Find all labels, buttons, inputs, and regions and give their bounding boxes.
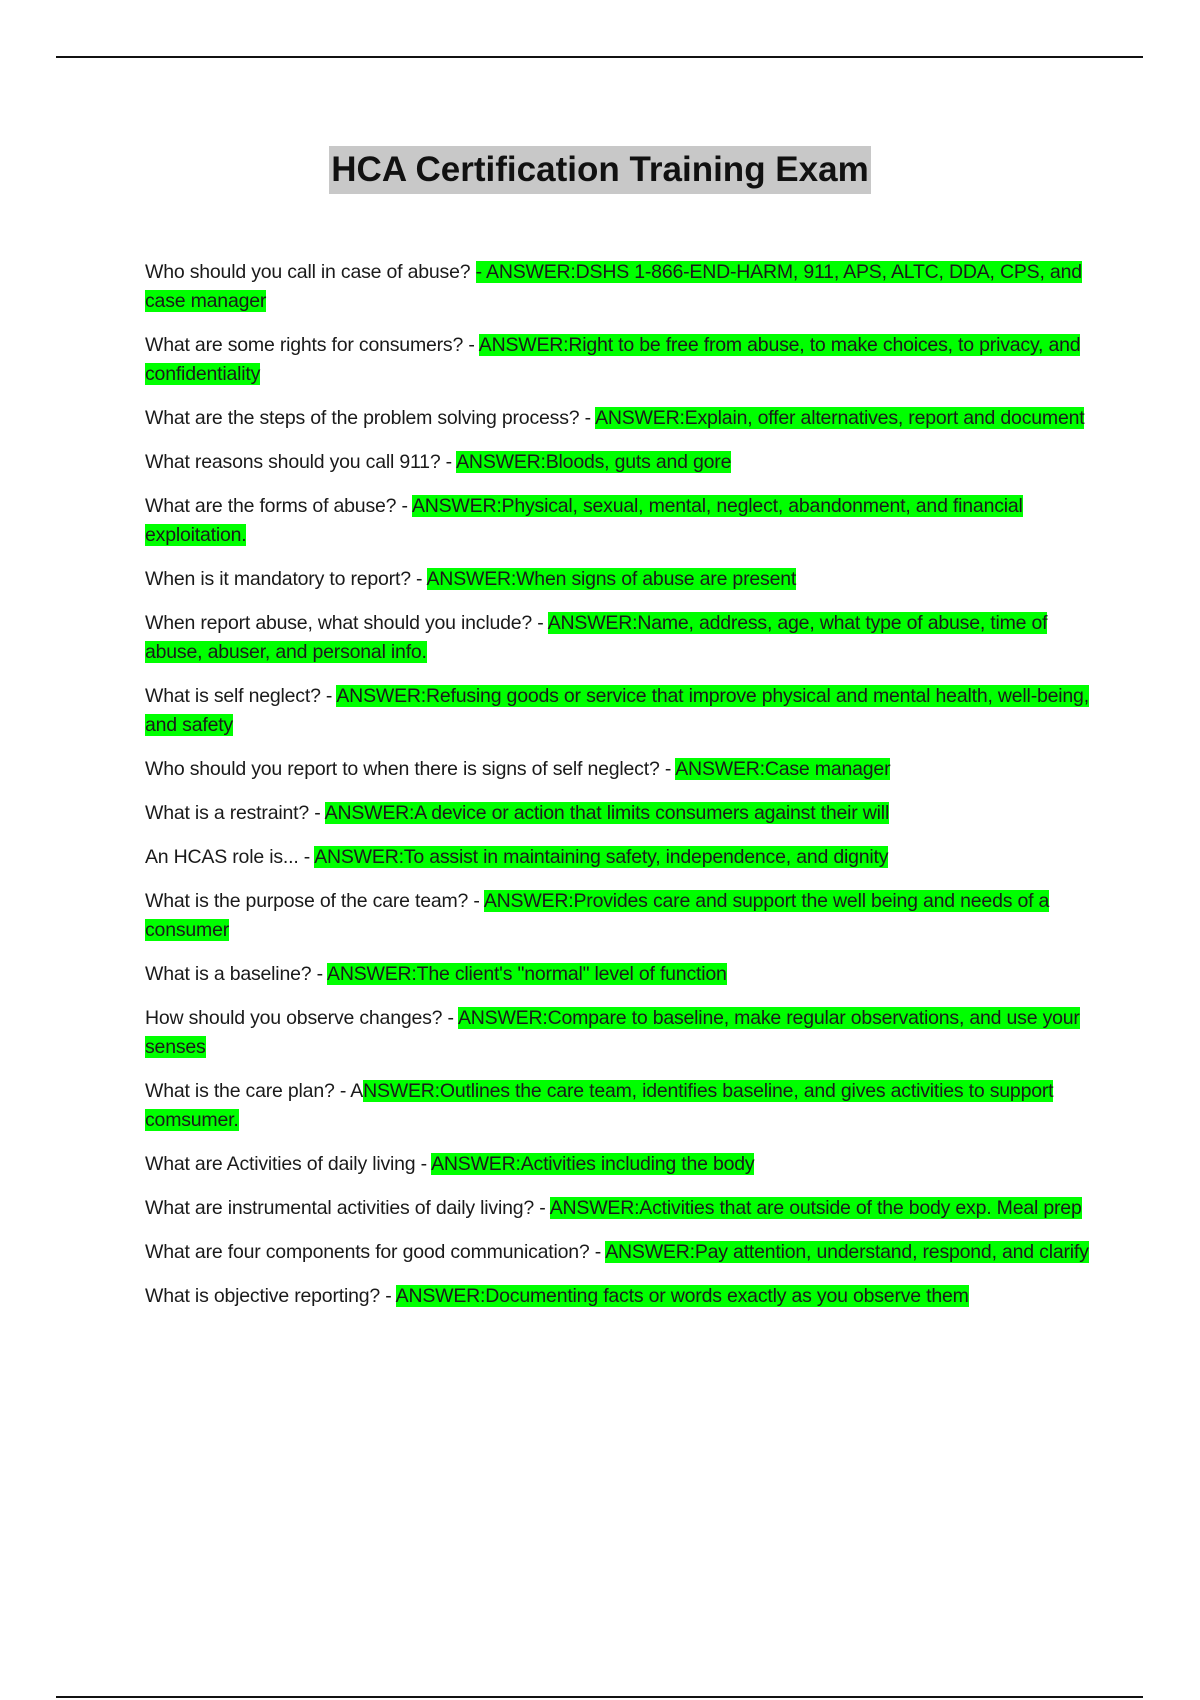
question-text: What is objective reporting? - xyxy=(145,1285,396,1307)
qa-item xyxy=(145,755,1090,784)
qa-item xyxy=(145,258,1090,316)
question-text: What is self neglect? - xyxy=(145,685,337,707)
qa-item xyxy=(145,331,1090,389)
answer-text: ANSWER:Pay attention, understand, respond, and clarify xyxy=(605,1241,1089,1263)
answer-text: ANSWER:To assist in maintaining safety, independence, and dignity xyxy=(314,846,889,868)
answer-text: ANSWER:Right to be free from abuse, to make choices, to privacy, and confidentiality xyxy=(145,334,1081,385)
answer-text: - ANSWER:DSHS 1-866-END-HARM, 911, APS, ALTC, DDA, CPS, and case manager xyxy=(145,261,1082,312)
qa-item xyxy=(145,1194,1090,1223)
qa-item xyxy=(145,843,1090,872)
question-text: What is the purpose of the care team? - xyxy=(145,890,484,912)
qa-item xyxy=(145,1077,1090,1135)
qa-list xyxy=(145,258,1090,1326)
answer-text: ANSWER:When signs of abuse are present xyxy=(426,568,797,590)
question-text: An HCAS role is... - xyxy=(145,846,315,868)
qa-item xyxy=(145,448,1090,477)
question-text: Who should you call in case of abuse? xyxy=(145,261,476,283)
answer-text: ANSWER:Explain, offer alternatives, report and document xyxy=(595,407,1085,429)
answer-text: ANSWER:Physical, sexual, mental, neglect, abandonment, and financial exploitation. xyxy=(145,495,1023,546)
question-text: What are four components for good communication? - xyxy=(145,1241,606,1263)
qa-item xyxy=(145,1282,1090,1311)
title-container xyxy=(0,146,1200,194)
question-text: When report abuse, what should you include? - xyxy=(145,612,548,634)
qa-item xyxy=(145,682,1090,740)
answer-text: ANSWER:Case manager xyxy=(675,758,891,780)
question-text: What are Activities of daily living - xyxy=(145,1153,432,1175)
question-text: How should you observe changes? - xyxy=(145,1007,458,1029)
document-title: HCA Certification Training Exam xyxy=(329,146,870,194)
qa-item xyxy=(145,565,1090,594)
answer-text: ANSWER:The client's "normal" level of function xyxy=(327,963,727,985)
qa-item xyxy=(145,609,1090,667)
top-rule xyxy=(56,56,1143,58)
answer-text: ANSWER:Documenting facts or words exactly as you observe them xyxy=(395,1285,969,1307)
answer-text: ANSWER:Activities that are outside of the body exp. Meal prep xyxy=(549,1197,1082,1219)
answer-text: ANSWER:Name, address, age, what type of abuse, time of abuse, abuser, and personal info. xyxy=(145,612,1048,663)
answer-text: ANSWER:Activities including the body xyxy=(431,1153,755,1175)
answer-text: NSWER:Outlines the care team, identifies baseline, and gives activities to support comsumer. xyxy=(145,1080,1054,1131)
qa-item xyxy=(145,1238,1090,1267)
question-text: What is a restraint? - xyxy=(145,802,325,824)
qa-item xyxy=(145,404,1090,433)
qa-item xyxy=(145,799,1090,828)
question-text: What is a baseline? - xyxy=(145,963,328,985)
answer-text: ANSWER:Compare to baseline, make regular observations, and use your senses xyxy=(145,1007,1080,1058)
question-text: What are instrumental activities of daily living? - xyxy=(145,1197,550,1219)
qa-item xyxy=(145,887,1090,945)
answer-text: ANSWER:A device or action that limits consumers against their will xyxy=(324,802,890,824)
question-text: When is it mandatory to report? - xyxy=(145,568,427,590)
qa-item xyxy=(145,960,1090,989)
bottom-rule xyxy=(56,1696,1143,1698)
qa-item xyxy=(145,1150,1090,1179)
qa-item xyxy=(145,492,1090,550)
qa-item xyxy=(145,1004,1090,1062)
question-text: What are the steps of the problem solving process? - xyxy=(145,407,596,429)
answer-text: ANSWER:Provides care and support the well being and needs of a consumer xyxy=(145,890,1050,941)
question-text: What reasons should you call 911? - xyxy=(145,451,457,473)
question-text: What are some rights for consumers? - xyxy=(145,334,479,356)
question-text: What are the forms of abuse? - xyxy=(145,495,412,517)
question-text: Who should you report to when there is signs of self neglect? - xyxy=(145,758,676,780)
answer-text: ANSWER:Refusing goods or service that improve physical and mental health, well-being, and safety xyxy=(145,685,1089,736)
answer-text: ANSWER:Bloods, guts and gore xyxy=(456,451,732,473)
question-text: What is the care plan? - A xyxy=(145,1080,364,1102)
